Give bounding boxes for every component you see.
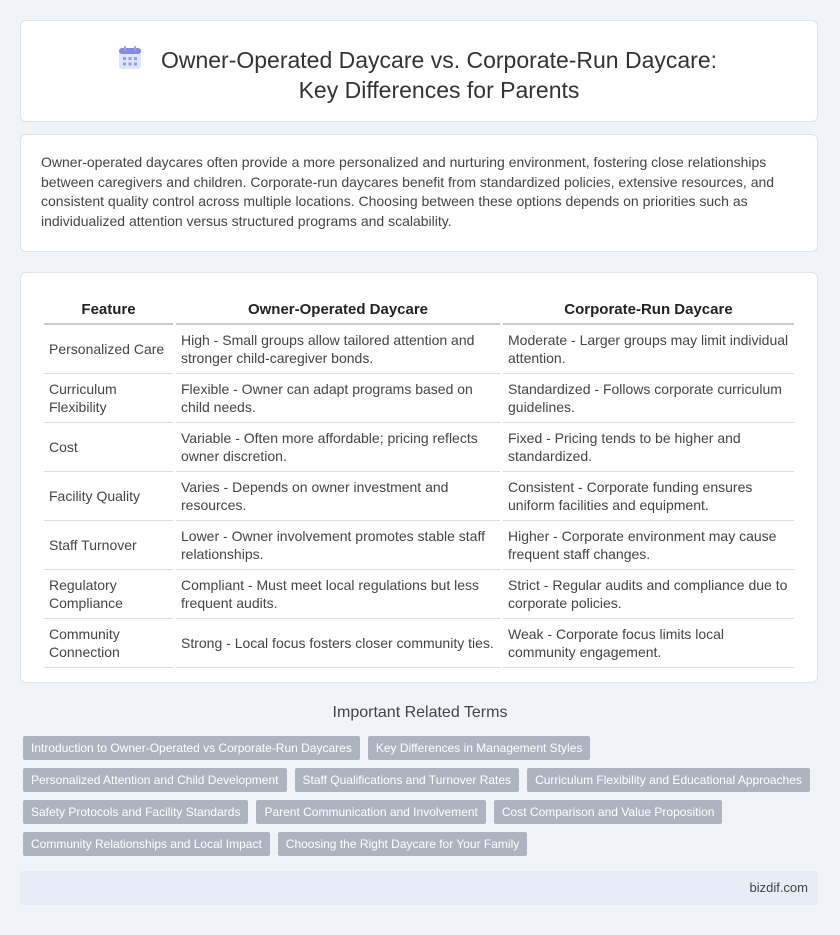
corporate-cell: Fixed - Pricing tends to be higher and standardized.	[503, 423, 794, 472]
corporate-cell: Strict - Regular audits and compliance due to corporate policies.	[503, 570, 794, 619]
table-row	[44, 374, 794, 423]
related-term-tag[interactable]: Introduction to Owner-Operated vs Corporate-Run Daycares	[23, 736, 360, 760]
owner-cell: Strong - Local focus fosters closer community ties.	[176, 619, 500, 668]
table-row	[44, 472, 794, 521]
feature-cell: Curriculum Flexibility	[44, 374, 173, 423]
intro-paragraph: Owner-operated daycares often provide a more personalized and nurturing environment, fostering close relationships between caregivers and children. Corporate-run daycares benefit from standardized policies, extensive resources, and consistent quality control across multiple locations. Choosing between these options depends on priorities such as individualized attention versus structured programs and scalability.	[41, 154, 775, 229]
table-row	[44, 325, 794, 374]
footer-site-link[interactable]: bizdif.com	[749, 880, 808, 895]
feature-cell: Facility Quality	[44, 472, 173, 521]
related-term-tag[interactable]: Curriculum Flexibility and Educational Approaches	[527, 768, 810, 792]
related-term-tag[interactable]: Cost Comparison and Value Proposition	[494, 800, 723, 824]
owner-cell: Flexible - Owner can adapt programs based on child needs.	[176, 374, 500, 423]
header-corporate: Corporate-Run Daycare	[503, 295, 794, 325]
title-card	[20, 20, 818, 122]
related-term-tag[interactable]: Choosing the Right Daycare for Your Family	[278, 832, 527, 856]
intro-card	[20, 134, 818, 252]
comparison-table	[41, 295, 797, 668]
owner-cell: High - Small groups allow tailored attention and stronger child-caregiver bonds.	[176, 325, 500, 374]
corporate-cell: Standardized - Follows corporate curriculum guidelines.	[503, 374, 794, 423]
footer	[20, 871, 818, 905]
related-term-tag[interactable]: Community Relationships and Local Impact	[23, 832, 270, 856]
related-terms-list	[23, 736, 823, 864]
table-row	[44, 423, 794, 472]
owner-cell: Compliant - Must meet local regulations but less frequent audits.	[176, 570, 500, 619]
feature-cell: Staff Turnover	[44, 521, 173, 570]
feature-cell: Regulatory Compliance	[44, 570, 173, 619]
table-row	[44, 619, 794, 668]
table-row	[44, 521, 794, 570]
owner-cell: Variable - Often more affordable; pricing reflects owner discretion.	[176, 423, 500, 472]
feature-cell: Personalized Care	[44, 325, 173, 374]
corporate-cell: Higher - Corporate environment may cause frequent staff changes.	[503, 521, 794, 570]
table-header-row	[44, 295, 794, 325]
related-term-tag[interactable]: Personalized Attention and Child Development	[23, 768, 287, 792]
page-title: Owner-Operated Daycare vs. Corporate-Run Daycare: Key Differences for Parents	[160, 47, 718, 103]
related-term-tag[interactable]: Staff Qualifications and Turnover Rates	[295, 768, 520, 792]
header-owner: Owner-Operated Daycare	[176, 295, 500, 325]
related-term-tag[interactable]: Safety Protocols and Facility Standards	[23, 800, 248, 824]
owner-cell: Lower - Owner involvement promotes stable staff relationships.	[176, 521, 500, 570]
comparison-card	[20, 272, 818, 683]
corporate-cell: Moderate - Larger groups may limit individual attention.	[503, 325, 794, 374]
feature-cell: Cost	[44, 423, 173, 472]
owner-cell: Varies - Depends on owner investment and resources.	[176, 472, 500, 521]
corporate-cell: Weak - Corporate focus limits local community engagement.	[503, 619, 794, 668]
feature-cell: Community Connection	[44, 619, 173, 668]
related-term-tag[interactable]: Key Differences in Management Styles	[368, 736, 591, 760]
corporate-cell: Consistent - Corporate funding ensures uniform facilities and equipment.	[503, 472, 794, 521]
header-feature: Feature	[44, 295, 173, 325]
table-row	[44, 570, 794, 619]
related-terms-title: Important Related Terms	[332, 704, 508, 721]
related-term-tag[interactable]: Parent Communication and Involvement	[256, 800, 485, 824]
